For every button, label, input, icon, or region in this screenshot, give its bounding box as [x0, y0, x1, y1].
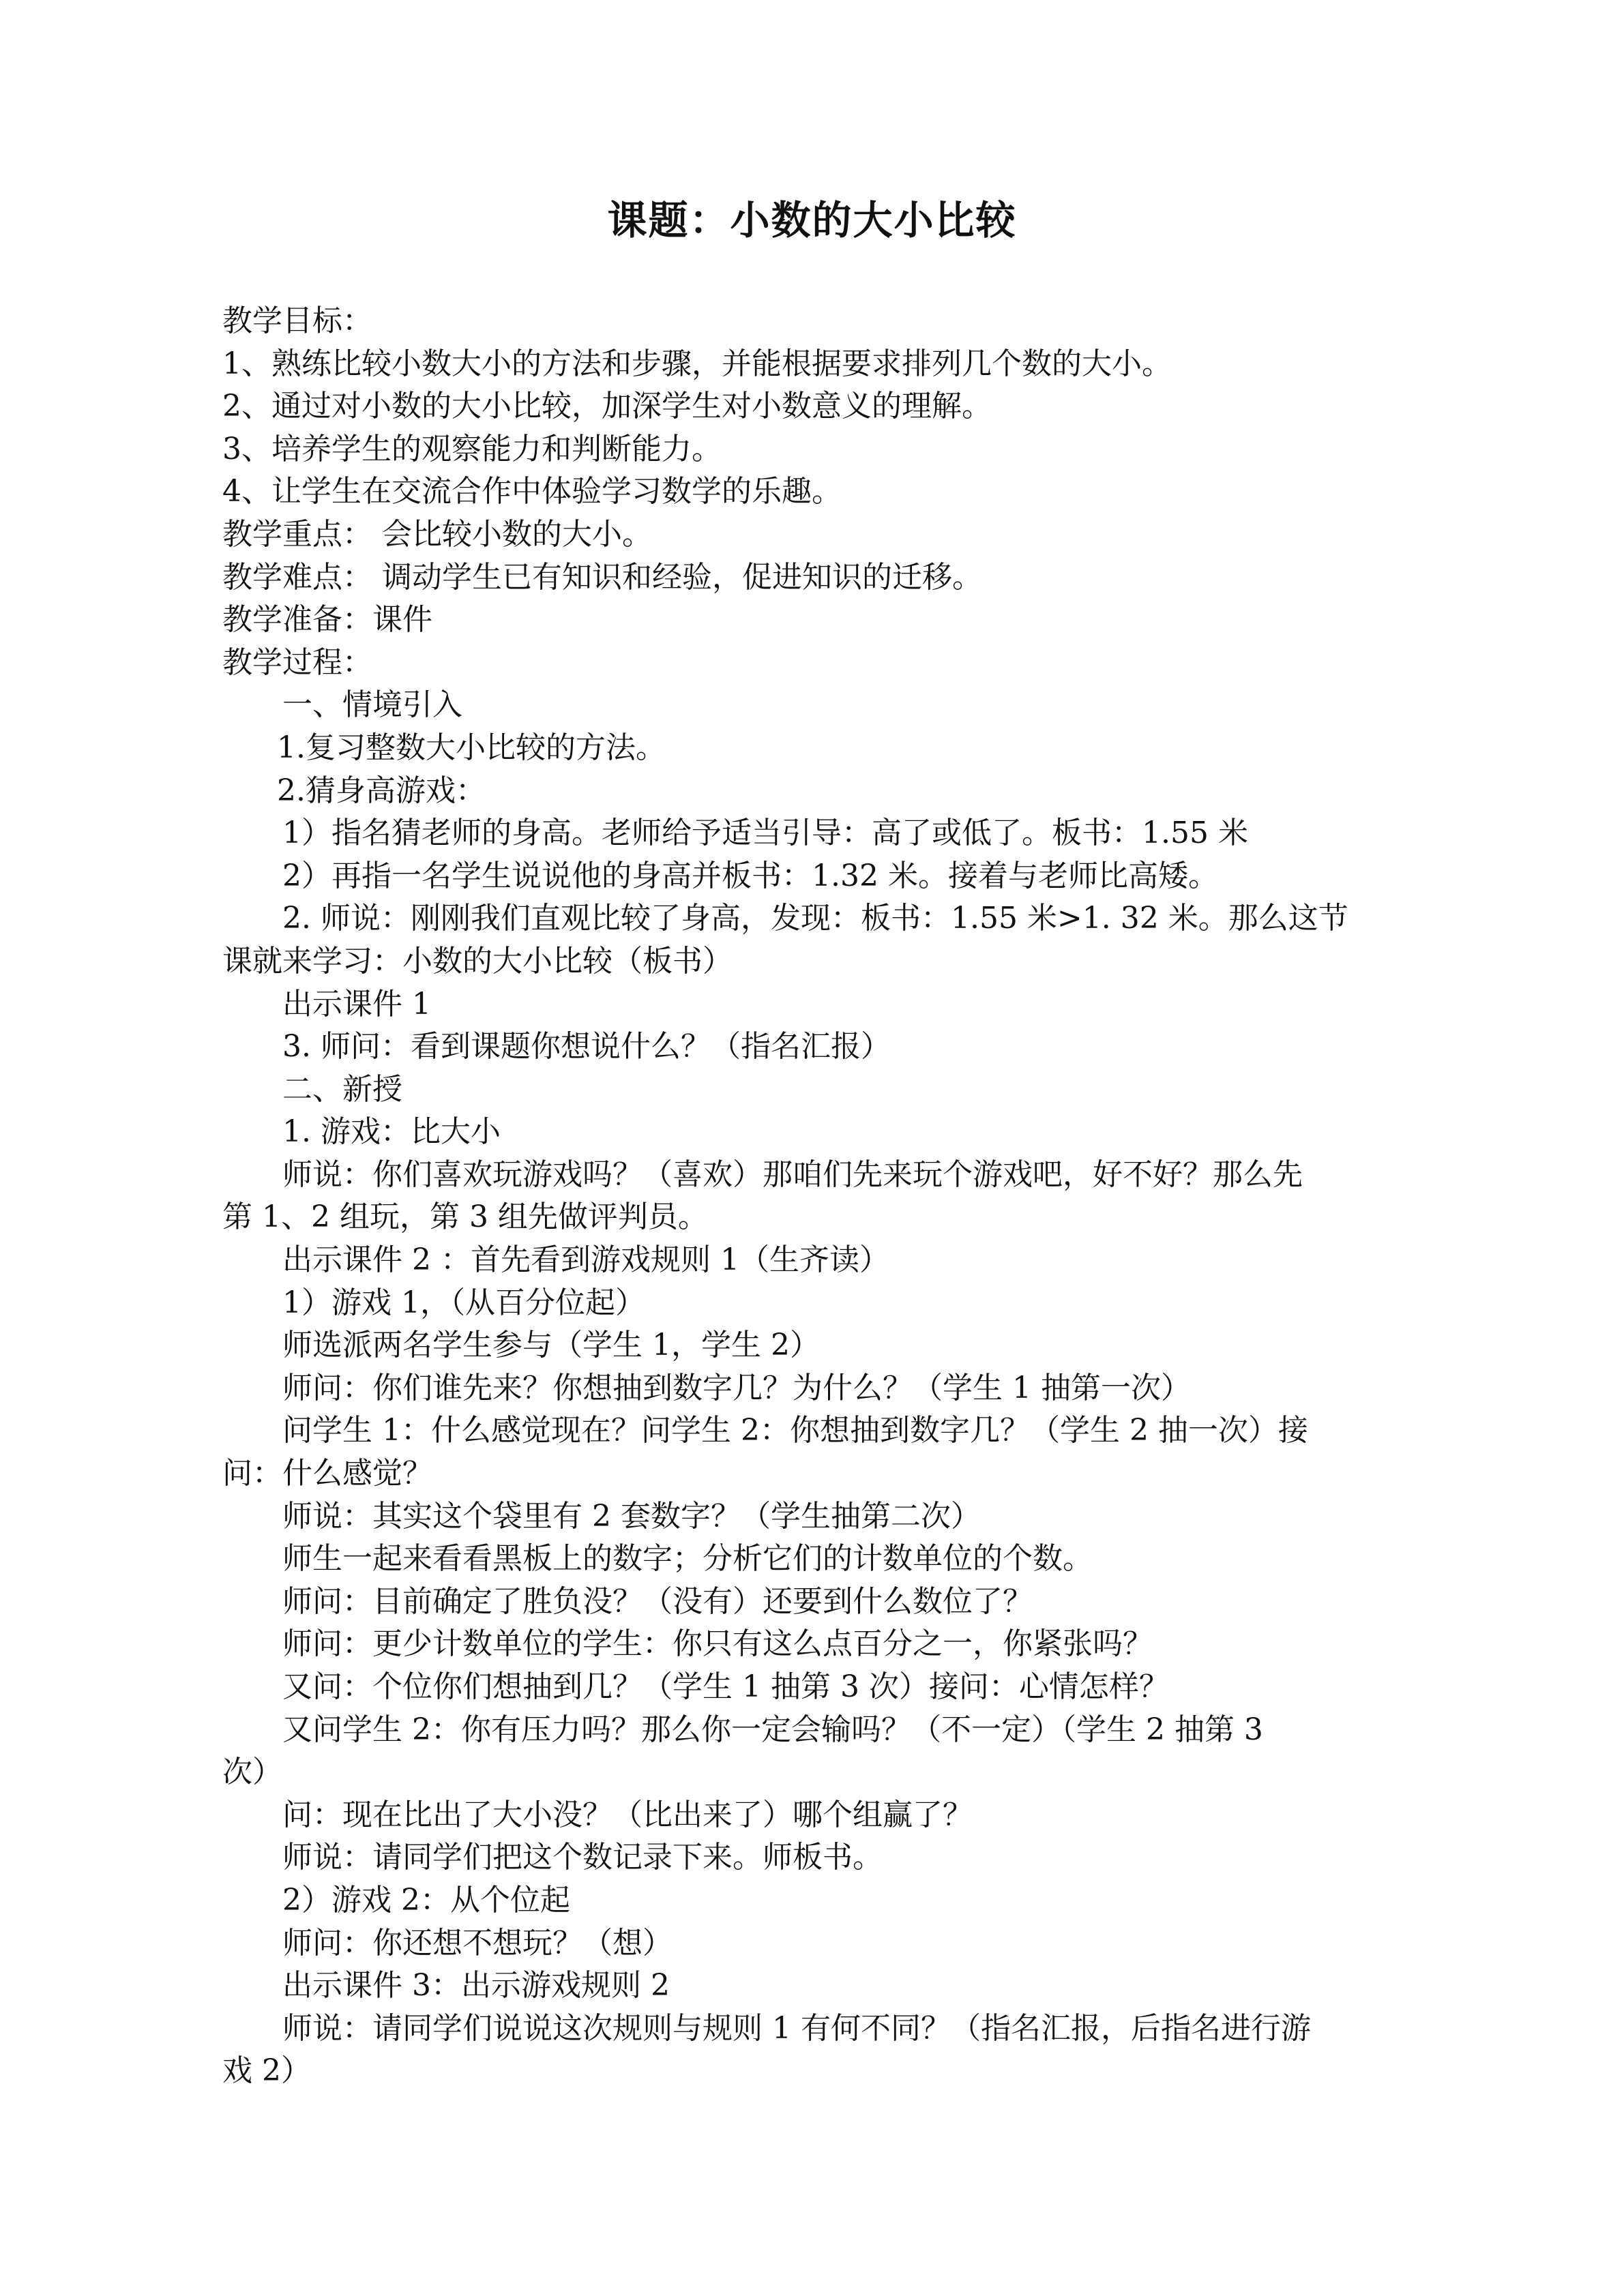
process-line: 师问：目前确定了胜负没？（没有）还要到什么数位了？: [282, 1583, 1033, 1619]
process-line: 出示课件 1: [282, 986, 431, 1022]
process-line: 戏 2）: [222, 2053, 311, 2089]
process-line: 问学生 1：什么感觉现在？问学生 2：你想抽到数字几？（学生 2 抽一次）接: [282, 1413, 1308, 1448]
process-line: 出示课件 3：出示游戏规则 2: [282, 1968, 670, 2003]
difficult-point: 教学难点： 调动学生已有知识和经验，促进知识的迁移。: [222, 559, 982, 595]
objective-item-4: 4、让学生在交流合作中体验学习数学的乐趣。: [222, 474, 842, 509]
key-point: 教学重点： 会比较小数的大小。: [222, 516, 652, 552]
objective-item-3: 3、培养学生的观察能力和判断能力。: [222, 431, 722, 466]
process-line: 又问：个位你们想抽到几？（学生 1 抽第 3 次）接问：心情怎样？: [282, 1669, 1169, 1704]
lesson-body: [222, 300, 1416, 2093]
process-line: 1）游戏 1，（从百分位起）: [282, 1285, 645, 1320]
process-line: 2）游戏 2：从个位起: [282, 1882, 570, 1918]
process-line: 师说：请同学们把这个数记录下来。师板书。: [282, 1840, 883, 1875]
objective-item-2: 2、通过对小数的大小比较，加深学生对小数意义的理解。: [222, 389, 992, 424]
process-line: 师说：你们喜欢玩游戏吗？（喜欢）那咱们先来玩个游戏吧，好不好？那么先: [282, 1157, 1303, 1192]
process-line: 1.复习整数大小比较的方法。: [277, 730, 666, 765]
process-line: 2）再指一名学生说说他的身高并板书：1.32 米。接着与老师比高矮。: [282, 858, 1218, 893]
section-heading-objectives: 教学目标：: [222, 303, 372, 338]
process-line: 1. 游戏：比大小: [282, 1114, 501, 1150]
process-line: 问：什么感觉？: [222, 1456, 432, 1491]
process-line: 师说：请同学们说说这次规则与规则 1 有何不同？（指名汇报，后指名进行游: [282, 2010, 1311, 2046]
process-line: 师选派两名学生参与（学生 1，学生 2）: [282, 1328, 820, 1363]
process-line: 第 1、2 组玩，第 3 组先做评判员。: [222, 1199, 708, 1235]
process-line: 师说：其实这个袋里有 2 套数字？（学生抽第二次）: [282, 1498, 981, 1534]
process-line: 一、情境引入: [282, 687, 462, 723]
teaching-preparation: 教学准备：课件: [222, 602, 432, 638]
process-line: 师问：你们谁先来？你想抽到数字几？为什么？（学生 1 抽第一次）: [282, 1370, 1191, 1405]
process-line: 课就来学习：小数的大小比较（板书）: [222, 943, 733, 979]
process-line: 师生一起来看看黑板上的数字；分析它们的计数单位的个数。: [282, 1541, 1093, 1577]
objective-item-1: 1、熟练比较小数大小的方法和步骤，并能根据要求排列几个数的大小。: [222, 346, 1172, 381]
process-line: 次）: [222, 1755, 282, 1790]
process-line: 1）指名猜老师的身高。老师给予适当引导：高了或低了。板书：1.55 米: [282, 816, 1248, 851]
process-line: 3. 师问：看到课题你想说什么？（指名汇报）: [282, 1029, 891, 1064]
section-heading-process: 教学过程：: [222, 644, 372, 680]
process-line: 2.猜身高游戏：: [277, 773, 486, 808]
process-line: 2. 师说：刚刚我们直观比较了身高，发现：板书：1.55 米>1. 32 米。那么这节: [282, 901, 1348, 936]
process-line: 二、新授: [282, 1071, 402, 1107]
process-line: 师问：更少计数单位的学生：你只有这么点百分之一，你紧张吗？: [282, 1626, 1153, 1662]
lesson-title: 课题：小数的大小比较: [607, 197, 1017, 243]
process-line: 又问学生 2：你有压力吗？那么你一定会输吗？（不一定）（学生 2 抽第 3: [282, 1712, 1263, 1747]
process-line: 问：现在比出了大小没？（比出来了）哪个组赢了？: [282, 1797, 973, 1832]
process-line: 出示课件 2 ：首先看到游戏规则 1（生齐读）: [282, 1242, 889, 1278]
process-line: 师问：你还想不想玩？（想）: [282, 1925, 673, 1960]
